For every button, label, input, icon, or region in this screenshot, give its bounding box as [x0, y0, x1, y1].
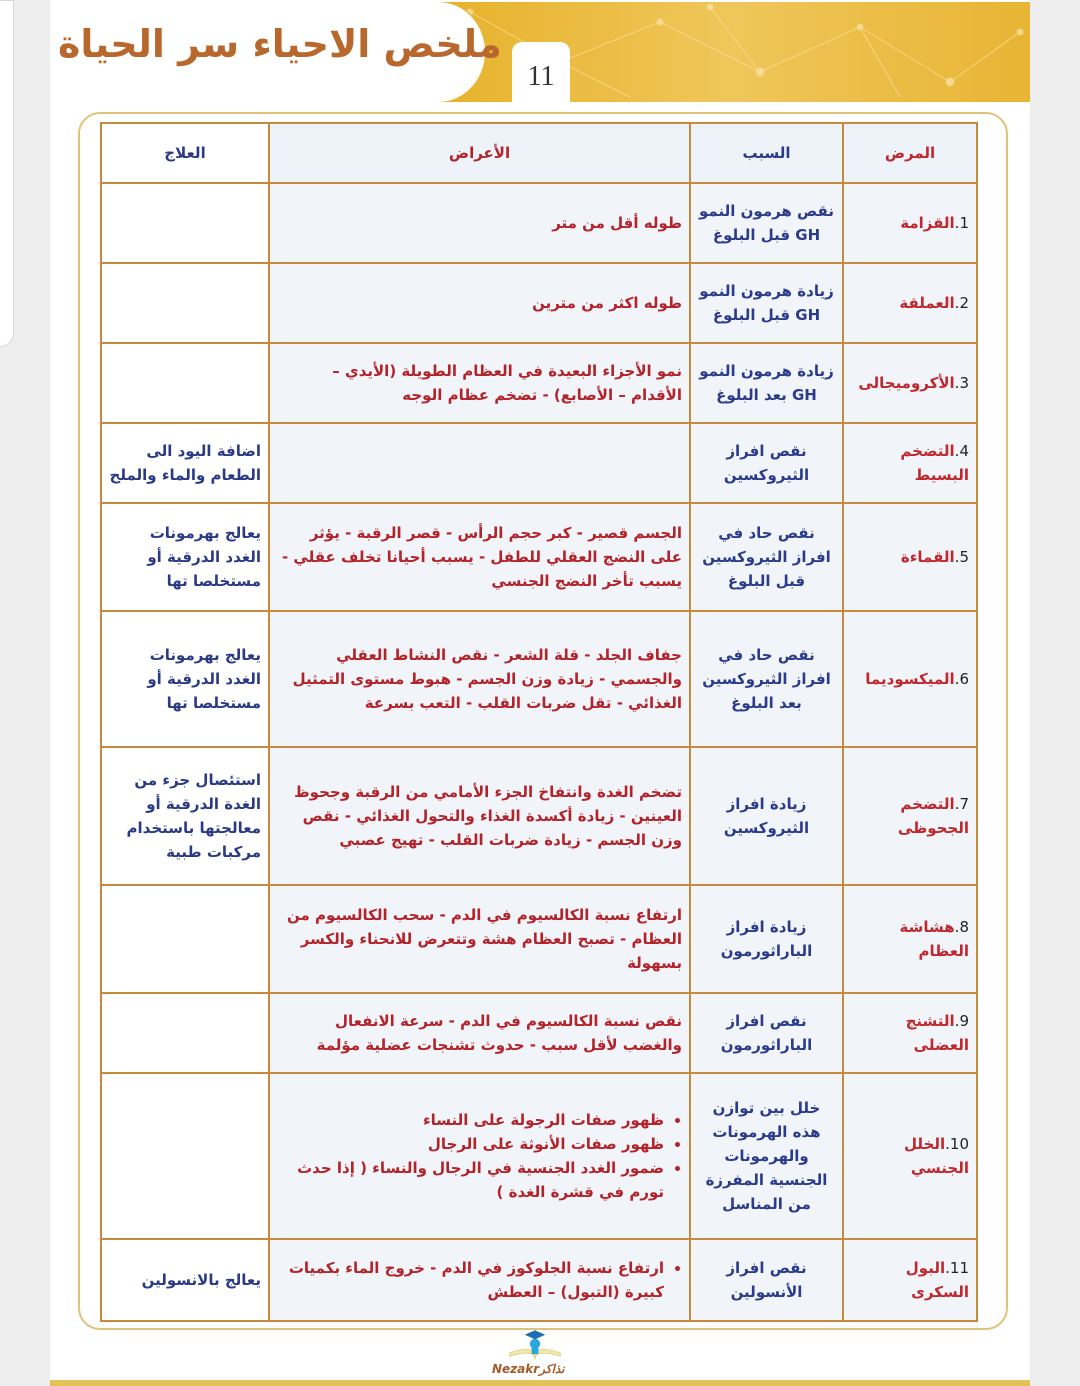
- disease-name: البول السكرى: [905, 1259, 969, 1301]
- cause-cell: [690, 263, 843, 343]
- disease-name: الأكروميجالى: [858, 374, 955, 392]
- cause-text: نقص افراز الثيروكسين: [723, 442, 810, 484]
- cause-cell: [690, 423, 843, 503]
- cause-text: زيادة افراز الباراثورمون: [720, 918, 813, 960]
- symptoms-cell: [269, 885, 690, 993]
- disease-name: التضخم البسيط: [900, 442, 969, 484]
- treatment-text: يعالج بهرمونات الغدد الدرقية أو مستخلصا تها: [147, 524, 261, 590]
- disease-cell: [843, 1073, 977, 1239]
- table-row: [101, 885, 977, 993]
- treatment-cell: [101, 885, 269, 993]
- treatment-cell: [101, 503, 269, 611]
- row-number: 7.: [954, 795, 969, 813]
- treatment-cell: [101, 183, 269, 263]
- row-number: 4.: [954, 442, 969, 460]
- nezakr-logo: [505, 1328, 565, 1362]
- symptoms-cell: [269, 1239, 690, 1321]
- treatment-text: يعالج بهرمونات الغدد الدرقية أو مستخلصا تها: [147, 646, 261, 712]
- treatment-text: اضافة اليود الى الطعام والماء والملح: [109, 442, 261, 484]
- cause-text: نقص افراز الباراثورمون: [720, 1012, 813, 1054]
- symptom-item: • ظهور صفات الرجولة على النساء: [277, 1108, 664, 1132]
- cause-cell: [690, 993, 843, 1073]
- watermark-text: Nezakrنذاكر: [492, 1362, 565, 1376]
- cause-cell: [690, 1073, 843, 1239]
- cause-cell: [690, 343, 843, 423]
- disease-cell: [843, 263, 977, 343]
- treatment-cell: [101, 423, 269, 503]
- cause-cell: [690, 747, 843, 885]
- symptom-item: • ضمور الغدد الجنسية في الرجال والنساء ( إذا حدث تورم في قشرة الغدة ): [277, 1156, 664, 1204]
- header-symptoms: الأعراض: [269, 123, 690, 183]
- disease-cell: [843, 183, 977, 263]
- symptoms-cell: [269, 747, 690, 885]
- disease-cell: [843, 885, 977, 993]
- disease-cell: [843, 423, 977, 503]
- symptoms-cell: [269, 423, 690, 503]
- symptoms-text: تضخم الغدة وانتفاخ الجزء الأمامي من الرقبة وجحوظ العينين - زيادة أكسدة الغذاء والتحول الغذائي - نقص وزن الجسم - زيادة ضربات القلب - تهيج عصبي: [294, 783, 682, 849]
- cause-text: زيادة هرمون النمو GH بعد البلوغ: [699, 362, 834, 404]
- treatment-cell: [101, 1073, 269, 1239]
- table-row: [101, 503, 977, 611]
- row-number: 10.: [945, 1135, 969, 1153]
- disease-name: التضخم الجحوظى: [897, 795, 969, 837]
- treatment-cell: [101, 747, 269, 885]
- disease-name: التشنج العضلى: [905, 1012, 969, 1054]
- symptoms-cell: [269, 1073, 690, 1239]
- treatment-cell: [101, 611, 269, 747]
- row-number: 2.: [954, 294, 969, 312]
- table-row: [101, 1239, 977, 1321]
- disease-cell: [843, 1239, 977, 1321]
- cause-text: نقص حاد في افراز الثيروكسين بعد البلوغ: [702, 646, 831, 712]
- disease-cell: [843, 747, 977, 885]
- cause-cell: [690, 503, 843, 611]
- symptoms-text: نمو الأجزاء البعيدة في العظام الطويلة (الأيدي – الأقدام – الأصابع) - تضخم عظام الوجه: [332, 362, 682, 404]
- row-number: 8.: [954, 918, 969, 936]
- symptoms-cell: [269, 503, 690, 611]
- disease-name: القزامة: [900, 214, 955, 232]
- treatment-cell: [101, 993, 269, 1073]
- diseases-table: [100, 122, 978, 1322]
- table-row: [101, 611, 977, 747]
- disease-cell: [843, 503, 977, 611]
- treatment-text: يعالج بالانسولين: [141, 1271, 261, 1289]
- cause-cell: [690, 183, 843, 263]
- row-number: 9.: [954, 1012, 969, 1030]
- cause-cell: [690, 611, 843, 747]
- header-treatment: العلاج: [101, 123, 269, 183]
- symptoms-cell: [269, 263, 690, 343]
- disease-name: الخلل الجنسي: [904, 1135, 969, 1177]
- treatment-text: استئصال جزء من الغدة الدرقية أو معالجتها باستخدام مركبات طبية: [126, 771, 261, 861]
- row-number: 6.: [954, 670, 969, 688]
- row-number: 1.: [954, 214, 969, 232]
- side-panel-edge: [0, 0, 14, 347]
- row-number: 11.: [945, 1259, 969, 1277]
- table-row: [101, 263, 977, 343]
- table-header-row: [101, 123, 977, 183]
- disease-name: القماءة: [900, 548, 955, 566]
- header-cause: السبب: [690, 123, 843, 183]
- disease-cell: [843, 993, 977, 1073]
- table-row: [101, 747, 977, 885]
- table-row: [101, 993, 977, 1073]
- row-number: 3.: [954, 374, 969, 392]
- disease-cell: [843, 611, 977, 747]
- treatment-cell: [101, 1239, 269, 1321]
- cause-text: خلل بين توازن هذه الهرمونات والهرمونات الجنسية المفرزة من المناسل: [705, 1099, 828, 1213]
- symptoms-cell: [269, 343, 690, 423]
- symptom-item: • ظهور صفات الأنوثة على الرجال: [277, 1132, 664, 1156]
- symptoms-text: نقص نسبة الكالسيوم في الدم - سرعة الانفعال والغضب لأقل سبب - حدوث تشنجات عضلية مؤلمة: [316, 1012, 682, 1054]
- symptoms-text: طوله اكثر من مترين: [532, 294, 682, 312]
- symptoms-cell: [269, 993, 690, 1073]
- header-disease: المرض: [843, 123, 977, 183]
- cause-cell: [690, 885, 843, 993]
- cause-text: زيادة افراز الثيروكسين: [723, 795, 810, 837]
- table-row: [101, 1073, 977, 1239]
- symptoms-text: الجسم قصير - كبر حجم الرأس - قصر الرقبة - يؤثر على النضج العقلي للطفل - يسبب أحيانا تخلف عقلي - يسبب تأخر النضج الجنسي: [281, 524, 682, 590]
- cause-text: نقص افراز الأنسولين: [726, 1259, 807, 1301]
- cause-text: زيادة هرمون النمو GH قبل البلوغ: [699, 282, 834, 324]
- bottom-border: [50, 1380, 1030, 1386]
- disease-name: هشاشة العظام: [899, 918, 969, 960]
- row-number: 5.: [954, 548, 969, 566]
- cause-text: نقص حاد في افراز الثيروكسين قبل البلوغ: [702, 524, 831, 590]
- symptoms-cell: [269, 183, 690, 263]
- symptoms-text: ارتفاع نسبة الكالسيوم في الدم - سحب الكالسيوم من العظام - تصبح العظام هشة وتتعرض للانحناء والكسر بسهولة: [287, 906, 682, 972]
- disease-name: الميكسوديما: [865, 670, 955, 688]
- symptoms-list: [277, 1256, 682, 1304]
- page-number: 11: [512, 42, 570, 104]
- table-row: [101, 423, 977, 503]
- symptoms-cell: [269, 611, 690, 747]
- table-row: [101, 183, 977, 263]
- symptom-item: • ارتفاع نسبة الجلوكوز في الدم - خروج الماء بكميات كبيرة (التبول) – العطش: [277, 1256, 664, 1304]
- page-title: ملخص الاحياء سر الحياة: [58, 22, 502, 66]
- cause-cell: [690, 1239, 843, 1321]
- treatment-cell: [101, 343, 269, 423]
- symptoms-list: [277, 1108, 682, 1204]
- cause-text: نقص هرمون النمو GH قبل البلوغ: [699, 202, 834, 244]
- disease-name: العملقة: [899, 294, 955, 312]
- symptoms-text: جفاف الجلد - قلة الشعر - نقص النشاط العقلي والجسمي - زيادة وزن الجسم - هبوط مستوى التمثيل الغذائي - تقل ضربات القلب - التعب بسرعة: [292, 646, 682, 712]
- symptoms-text: طوله أقل من متر: [552, 214, 682, 232]
- disease-cell: [843, 343, 977, 423]
- table-row: [101, 343, 977, 423]
- treatment-cell: [101, 263, 269, 343]
